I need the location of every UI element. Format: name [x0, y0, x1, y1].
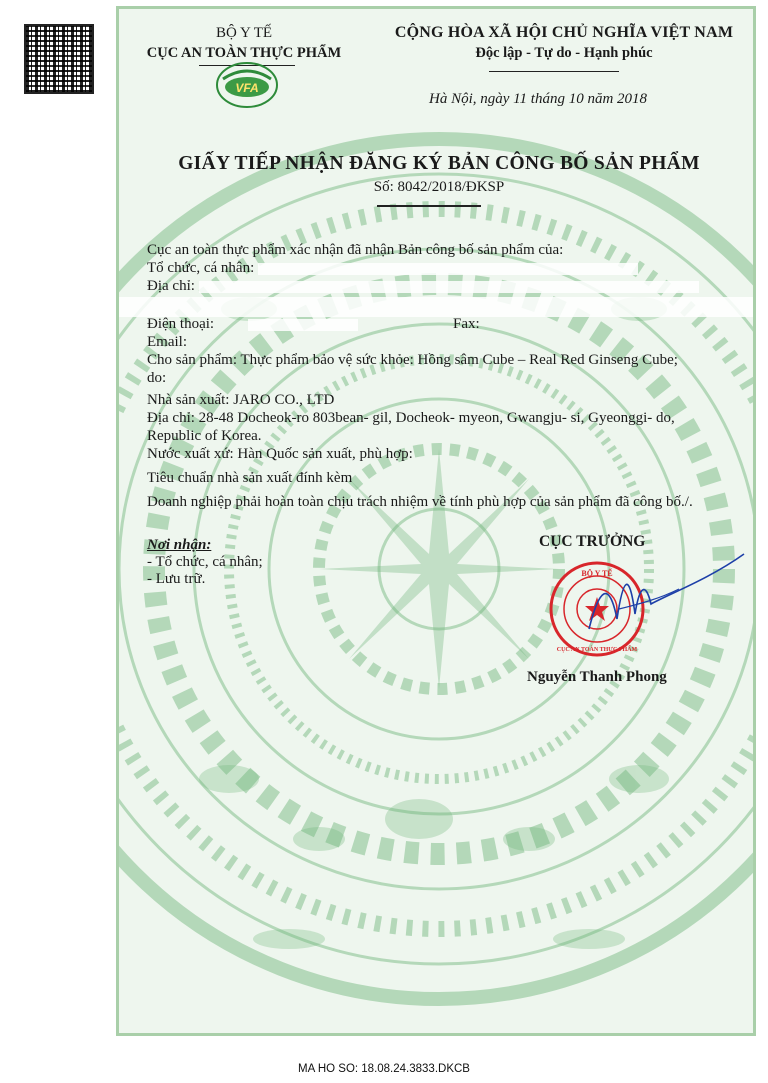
standard-line: Tiêu chuẩn nhà sản xuất đính kèm	[147, 470, 353, 486]
logo-text: VFA	[235, 81, 259, 95]
mfr-address-line-2: Republic of Korea.	[147, 428, 262, 444]
title-rule	[377, 205, 481, 207]
phone-label: Điện thoại:	[147, 316, 215, 332]
vfa-logo	[215, 61, 279, 109]
issuer-header	[119, 23, 369, 63]
redacted-org	[258, 263, 638, 275]
seal-top-text: BỘ Y TẾ	[581, 569, 613, 578]
header-right-rule	[489, 71, 619, 72]
qr-code	[24, 24, 94, 94]
department-name: CỤC AN TOÀN THỰC PHẨM	[146, 45, 342, 61]
origin-line: Nước xuất xứ: Hàn Quốc sản xuất, phù hợp:	[147, 446, 413, 462]
product-line-1: Cho sản phẩm: Thực phẩm bảo vệ sức khỏe: Hồng sâm Cube – Real Red Ginseng Cube;	[147, 352, 678, 368]
fax-label: Fax:	[453, 316, 480, 332]
intro-line: Cục an toàn thực phẩm xác nhận đã nhận Bản công bố sản phẩm của:	[147, 242, 564, 258]
document-number: Số: 8042/2018/ĐKSP	[373, 179, 505, 195]
recipient-item: - Lưu trữ.	[147, 571, 206, 587]
address-line	[147, 277, 737, 295]
handwritten-signature	[579, 549, 749, 639]
signatory-title: CỤC TRƯỞNG	[539, 533, 646, 550]
email-label: Email:	[147, 334, 187, 350]
recipients-heading: Nơi nhận:	[147, 537, 212, 553]
address-label: Địa chỉ:	[147, 278, 195, 294]
product-line-2: do:	[147, 370, 167, 386]
redacted-phone	[248, 319, 358, 331]
issue-date: Hà Nội, ngày 11 tháng 10 năm 2018	[429, 91, 648, 107]
responsibility-line: Doanh nghiệp phải hoàn toàn chịu trách nhiệm về tính phù hợp của sản phẩm đã công bố./.	[147, 494, 693, 510]
mfr-address-line-1: Địa chỉ: 28-48 Docheok-ro 803bean- gil, Docheok- myeon, Gwangju- si, Gyeonggi- do,	[147, 410, 675, 426]
redacted-address	[199, 281, 699, 293]
national-motto: Độc lập - Tự do - Hạnh phúc	[475, 45, 653, 61]
recipients-block	[147, 537, 263, 588]
country-name: CỘNG HÒA XÃ HỘI CHỦ NGHĨA VIỆT NAM	[394, 24, 734, 41]
certificate-page	[116, 6, 756, 1036]
file-code-footer: MA HO SO: 18.08.24.3833.DKCB	[298, 1063, 470, 1075]
redacted-band	[119, 297, 756, 317]
org-label: Tổ chức, cá nhân:	[147, 260, 255, 276]
seal-bottom-text: CỤC AN TOÀN THỰC PHẨM	[556, 647, 638, 653]
manufacturer-line: Nhà sản xuất: JARO CO., LTD	[147, 392, 335, 408]
contact-line	[147, 315, 737, 333]
recipient-item: - Tổ chức, cá nhân;	[147, 554, 263, 570]
signatory-name: Nguyễn Thanh Phong	[527, 669, 667, 685]
document-title: GIẤY TIẾP NHẬN ĐĂNG KÝ BẢN CÔNG BỐ SẢN PHẨM	[178, 153, 700, 174]
country-header	[369, 23, 756, 63]
ministry-name: BỘ Y TẾ	[215, 25, 273, 41]
org-line	[147, 259, 737, 277]
